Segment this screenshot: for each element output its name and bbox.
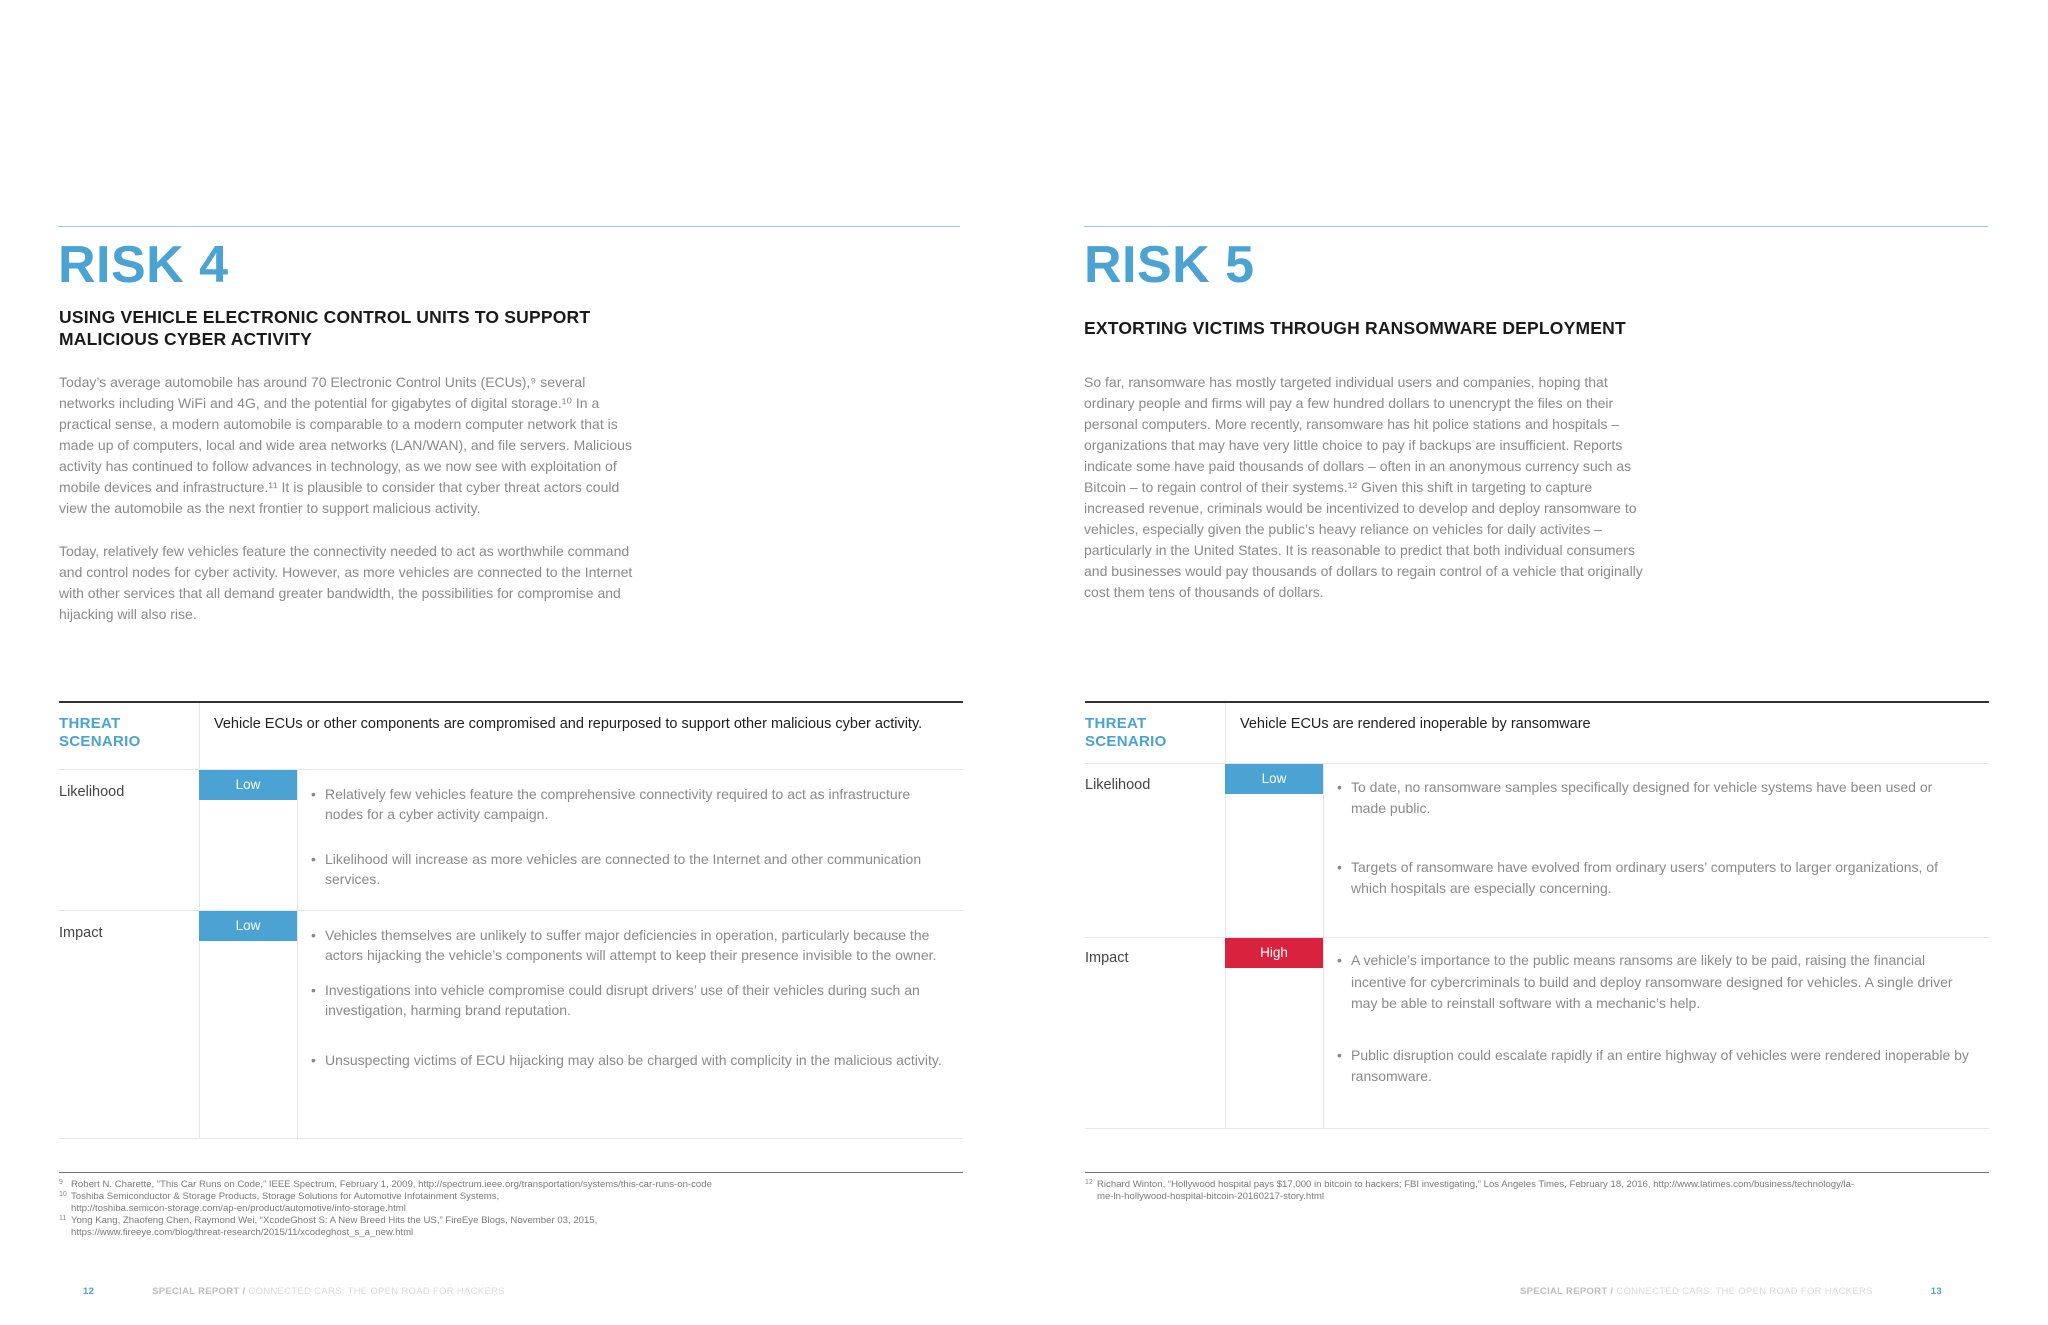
footnote: 11 Yong Kang, Zhaofeng Chen, Raymond Wei, “XcodeGhost S: A New Breed Hits the US,” FireEye Blogs, November 03, 2015, https://www.fireeye.com/blog/threat-research/2015/11/xcodeghost_s_a_new.html — [59, 1215, 598, 1238]
threat-scenario-label: THREAT SCENARIO — [59, 715, 141, 750]
risk-title: RISK 4 — [58, 236, 229, 294]
likelihood-label: Likelihood — [59, 784, 125, 800]
impact-row — [59, 911, 963, 1139]
row-label-cell — [59, 911, 200, 1138]
impact-bullets — [311, 925, 945, 1070]
impact-label: Impact — [1085, 950, 1129, 966]
footnotes — [1085, 1179, 1985, 1203]
level-cell — [199, 770, 298, 910]
page-footer — [83, 1286, 505, 1297]
bullet-item: • Targets of ransomware have evolved from ordinary users’ computers to larger organizations, of which hospitals are especially concerning. — [1337, 857, 1971, 899]
page-13 — [1024, 0, 2048, 1325]
impact-level-badge: High — [1225, 938, 1323, 968]
threat-scenario-text: Vehicle ECUs are rendered inoperable by ransomware — [1240, 716, 1591, 732]
level-cell — [1225, 938, 1324, 1128]
threat-scenario-row — [59, 703, 963, 770]
impact-row — [1085, 938, 1989, 1129]
risk-title: RISK 5 — [1084, 236, 1255, 294]
footer-report-label: SPECIAL REPORT — [1520, 1286, 1608, 1297]
bullet-item: • Unsuspecting victims of ECU hijacking may also be charged with complicity in the malicious activity. — [311, 1050, 945, 1070]
row-label-cell — [1085, 938, 1226, 1128]
level-cell — [1225, 764, 1324, 937]
footnotes — [59, 1179, 959, 1239]
subtitle-line: EXTORTING VICTIMS THROUGH RANSOMWARE DEPLOYMENT — [1084, 318, 1626, 338]
level-cell — [199, 911, 298, 1138]
footnote: 10 Toshiba Semiconductor & Storage Products, Storage Solutions for Automotive Infotainment Systems, http://toshiba.semicon-storage.com/ap-en/product/automotive/info-storage.html — [59, 1191, 500, 1214]
footnote: 12 Richard Winton, “Hollywood hospital pays $17,000 in bitcoin to hackers; FBI investigating,” Los Angeles Times, February 18, 2016, http://www.latimes.com/business/technology/la- me-ln-hollywood-hospital-bitcoin-20160217-story.html — [1085, 1179, 1855, 1202]
bullet-item: • Vehicles themselves are unlikely to suffer major deficiencies in operation, particularly because the actors hijacking the vehicle’s components will attempt to keep their presence invisible to the owner. — [311, 925, 945, 965]
bullet-item: • Likelihood will increase as more vehicles are connected to the Internet and other communication services. — [311, 849, 945, 889]
footer-title: CONNECTED CARS: THE OPEN ROAD FOR HACKERS — [1616, 1286, 1873, 1297]
bullet-item: • Investigations into vehicle compromise could disrupt drivers’ use of their vehicles during such an investigation, harming brand reputation. — [311, 980, 945, 1020]
paragraph: So far, ransomware has mostly targeted individual users and companies, hoping that ordinary people and firms will pay a few hundred dollars to unencrypt the files on their personal computers. More recently, ransomware has hit police stations and hospitals – organizations that may have very little choice to pay if backups are insufficient. Reports indicate some have paid thousands of dollars – often in an anonymous currency such as Bitcoin – to regain control of their systems.¹² Given this shift in targeting to capture increased revenue, criminals would be incentivized to develop and deploy ransomware to vehicles, especially given the public’s heavy reliance on vehicles for daily activites – particularly in the United States. It is reasonable to predict that both individual consumers and businesses would pay thousands of dollars to regain control of a vehicle that originally cost them tens of thousands of dollars. — [1084, 374, 1643, 600]
bullet-item: • A vehicle’s importance to the public means ransoms are likely to be paid, raising the financial incentive for cybercriminals to build and deploy ransomware designed for vehicles. A single driver may be able to reinstall software with a mechanic’s help. — [1337, 950, 1971, 1015]
risk-subtitle — [59, 306, 590, 350]
risk-subtitle — [1084, 317, 1626, 339]
page-number: 13 — [1930, 1286, 1942, 1297]
body-text — [1084, 372, 1644, 625]
page-footer — [1520, 1286, 1942, 1297]
top-rule — [58, 226, 960, 227]
footer-report-label: SPECIAL REPORT — [152, 1286, 240, 1297]
bullet-item: • Relatively few vehicles feature the comprehensive connectivity required to act as infrastructure nodes for a cyber activity campaign. — [311, 784, 945, 824]
top-rule — [1084, 226, 1988, 227]
likelihood-label: Likelihood — [1085, 777, 1151, 793]
impact-bullets — [1337, 950, 1971, 1088]
column-divider — [59, 703, 200, 769]
footer-title: CONNECTED CARS: THE OPEN ROAD FOR HACKERS — [248, 1286, 505, 1297]
threat-scenario-row — [1085, 703, 1989, 764]
likelihood-level-badge: Low — [199, 770, 297, 800]
page-number: 12 — [83, 1286, 95, 1297]
threat-table — [1085, 701, 1989, 1128]
footnote: 9 Robert N. Charette, “This Car Runs on Code,” IEEE Spectrum, February 1, 2009, http://spectrum.ieee.org/transportation/systems/this-car-runs-on-code — [59, 1179, 712, 1190]
impact-level-badge: Low — [199, 911, 297, 941]
footer-separator: / — [1610, 1286, 1614, 1297]
threat-table — [59, 701, 963, 1138]
paragraph: Today, relatively few vehicles feature the connectivity needed to act as worthwhile command and control nodes for cyber activity. However, as more vehicles are connected to the Internet with other services that all demand greater bandwidth, the possibilities for compromise and hijacking will also rise. — [59, 543, 633, 622]
likelihood-level-badge: Low — [1225, 764, 1323, 794]
threat-scenario-text: Vehicle ECUs or other components are compromised and repurposed to support other malicious cyber activity. — [214, 716, 923, 732]
footer-separator: / — [242, 1286, 246, 1297]
likelihood-bullets — [1337, 777, 1971, 899]
subtitle-line: USING VEHICLE ELECTRONIC CONTROL UNITS TO SUPPORT — [59, 307, 591, 327]
bullet-item: • Public disruption could escalate rapidly if an entire highway of vehicles were rendered inoperable by ransomware. — [1337, 1045, 1971, 1088]
paragraph: Today’s average automobile has around 70 Electronic Control Units (ECUs),⁹ several networks including WiFi and 4G, and the potential for gigabytes of digital storage.¹⁰ In a practical sense, a modern automobile is comparable to a modern computer network that is made up of computers, local and wide area networks (LAN/WAN), and file servers. Malicious activity has continued to follow advances in technology, as we now see with exploitation of mobile devices and infrastructure.¹¹ It is plausible to consider that cyber threat actors could view the automobile as the next frontier to support malicious activity. — [59, 374, 632, 516]
likelihood-row — [1085, 764, 1989, 938]
bullet-item: • To date, no ransomware samples specifically designed for vehicle systems have been used or made public. — [1337, 777, 1971, 819]
row-label-cell — [1085, 764, 1226, 937]
footnote-rule — [1085, 1172, 1989, 1173]
row-label-cell — [59, 770, 200, 910]
likelihood-row — [59, 770, 963, 911]
footnote-rule — [59, 1172, 963, 1173]
subtitle-line: MALICIOUS CYBER ACTIVITY — [59, 329, 313, 349]
threat-scenario-label: THREAT SCENARIO — [1085, 715, 1167, 750]
likelihood-bullets — [311, 784, 945, 889]
column-divider — [1085, 703, 1226, 763]
impact-label: Impact — [59, 925, 103, 941]
body-text — [59, 372, 641, 647]
